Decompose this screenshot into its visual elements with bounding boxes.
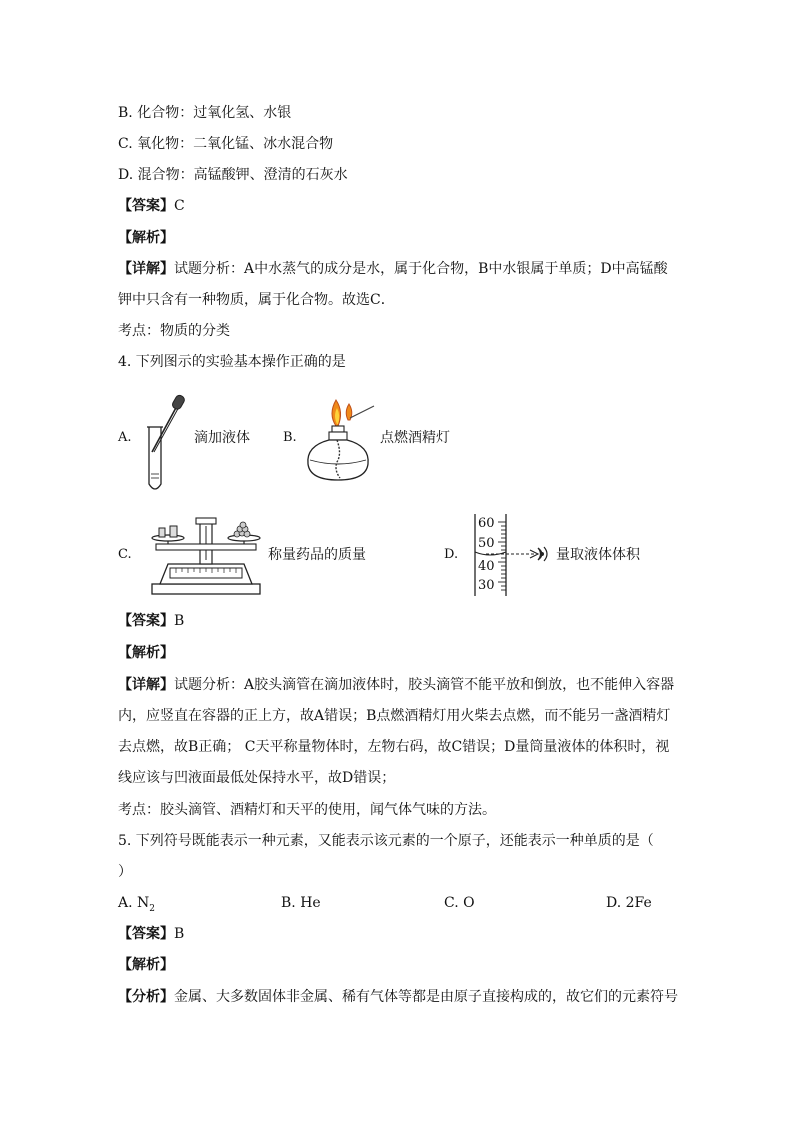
q4-option-d-caption: 量取液体体积	[556, 547, 640, 563]
detail-tag: 【详解】	[118, 261, 174, 277]
q5-option-a-subscript: 2	[149, 903, 155, 914]
balance-scale-illustration	[146, 516, 264, 596]
alcohol-lamp-illustration	[304, 398, 376, 484]
answer-tag: 【答案】	[118, 198, 174, 214]
q3-option-c: C. 氧化物：二氧化锰、冰水混合物	[118, 136, 334, 152]
q5-option-b: B. He	[281, 895, 321, 911]
q4-option-b-caption: 点燃酒精灯	[380, 430, 450, 446]
q5-option-a-text: A. N	[118, 895, 150, 911]
q4-option-d-label: D.	[444, 547, 459, 562]
q5-analysis-heading	[118, 955, 174, 975]
answer-value: B	[174, 926, 185, 942]
answer-tag: 【答案】	[118, 926, 174, 942]
answer-value: B	[174, 613, 185, 629]
q4-stem: 4. 下列图示的实验基本操作正确的是	[118, 354, 346, 370]
q4-analysis-heading	[118, 643, 174, 663]
q4-answer	[118, 611, 184, 631]
answer-tag: 【答案】	[118, 613, 174, 629]
analysis-tag: 【解析】	[118, 645, 174, 661]
q3-answer	[118, 196, 185, 216]
cylinder-tick-30: 30	[478, 578, 495, 593]
cylinder-tick-50: 50	[478, 536, 495, 551]
cylinder-tick-40: 40	[478, 559, 495, 574]
q3-analysis-heading	[118, 228, 174, 248]
analysis-detail-text: 金属、大多数固体非金属、稀有气体等都是由原子直接构成的，故它们的元素符号	[174, 989, 678, 1005]
q5-analysis-detail	[118, 987, 678, 1007]
q5-stem: 5. 下列符号既能表示一种元素，又能表示该元素的一个原子，还能表示一种单质的是（	[118, 833, 654, 849]
q4-detail	[118, 670, 678, 794]
q3-detail	[118, 254, 678, 316]
q5-option-d: D. 2Fe	[606, 895, 652, 911]
q5-stem-end: ）	[118, 864, 132, 880]
answer-value: C	[174, 198, 185, 214]
q3-option-d: D. 混合物：高锰酸钾、澄清的石灰水	[118, 167, 348, 183]
q4-option-c-label: C.	[118, 547, 132, 562]
cylinder-tick-60: 60	[478, 516, 495, 531]
q3-option-b: B. 化合物：过氧化氢、水银	[118, 105, 292, 121]
q5-option-c: C. O	[444, 895, 475, 911]
dropper-test-tube-illustration	[140, 392, 190, 496]
detail-text: 试题分析：A胶头滴管在滴加液体时，胶头滴管不能平放和倒放，也不能伸入容器内，应竖直在容器的正上方，故A错误；B点燃酒精灯用火柴去点燃，而不能另一盏酒精灯去点燃，故B正确； C天平称量物体时，左物右码，故C错误；D量筒量液体的体积时，视线应该与凹液面最低处保持水平，故D错误；	[118, 677, 675, 786]
analysis-tag: 【解析】	[118, 957, 174, 973]
q4-point: 考点：胶头滴管、酒精灯和天平的使用，闻气体气味的方法。	[118, 802, 496, 818]
q3-point: 考点：物质的分类	[118, 323, 230, 339]
q4-option-c-caption: 称量药品的质量	[268, 547, 366, 563]
detail-text: 试题分析：A中水蒸气的成分是水，属于化合物，B中水银属于单质；D中高锰酸钾中只含有一种物质，属于化合物。故选C．	[118, 261, 668, 308]
q4-option-a-caption: 滴加液体	[194, 430, 250, 446]
q5-option-a	[118, 893, 155, 919]
q5-answer	[118, 924, 184, 944]
q4-option-a-label: A.	[118, 430, 132, 445]
detail-tag: 【详解】	[118, 677, 174, 693]
analysis-detail-tag: 【分析】	[118, 989, 174, 1005]
q4-option-b-label: B.	[283, 430, 297, 445]
analysis-tag: 【解析】	[118, 230, 174, 246]
